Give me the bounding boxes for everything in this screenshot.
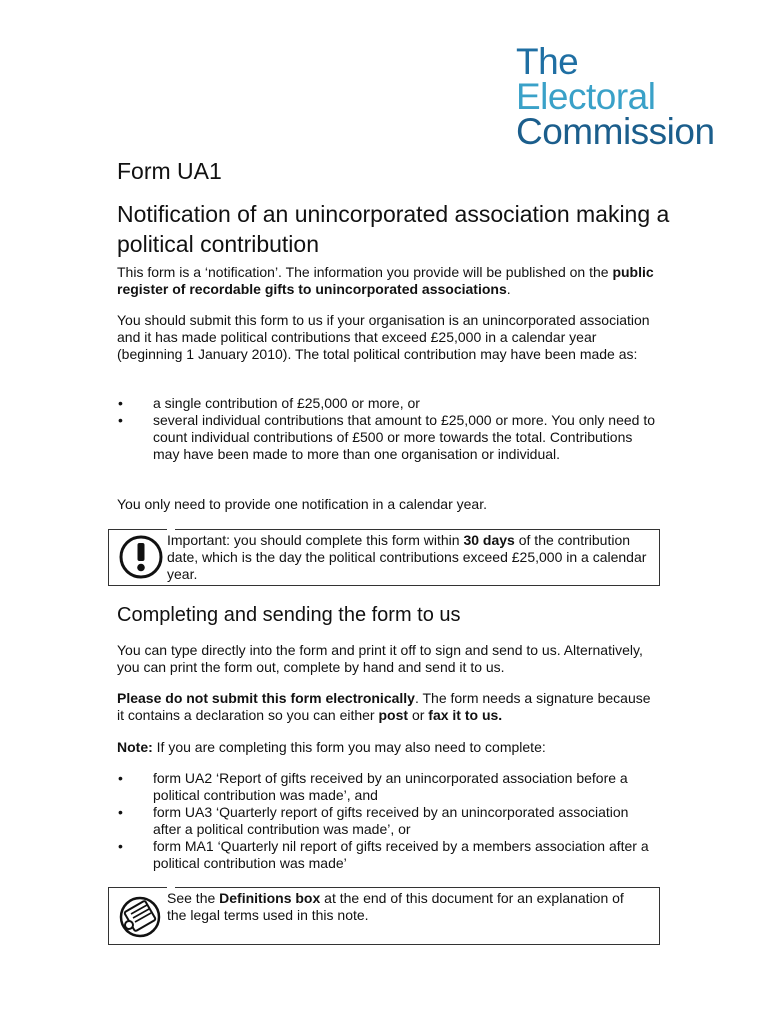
section-title: Completing and sending the form to us: [117, 604, 461, 626]
contribution-list: [117, 395, 657, 463]
list-item-text: several individual contributions that amount to £25,000 or more. You only need to count individual contributions of £500 or more towards the total. Contributions may have been made to more than one organisation or individual.: [153, 412, 655, 462]
definitions-box-text: Definitions box: [219, 890, 321, 906]
scroll-icon: [109, 888, 165, 944]
list-item: [117, 804, 657, 838]
document-title: Notification of an unincorporated association making a political contribution: [117, 201, 670, 257]
or-text: or: [408, 707, 429, 723]
public-register-text: public register of recordable gifts to unincorporated associations: [117, 264, 654, 297]
note-paragraph: [117, 739, 657, 756]
electronic-paragraph: [117, 690, 657, 724]
bullet-glyph: •: [118, 395, 123, 411]
list-item-text: form MA1 ‘Quarterly nil report of gifts received by a members association after a political contribution was made’: [153, 838, 649, 871]
logo-line-the: The: [516, 41, 579, 82]
bullet-glyph: •: [118, 804, 123, 820]
fax-text: fax it to us.: [428, 707, 503, 723]
bullet-glyph: •: [118, 770, 123, 786]
definitions-callout: [108, 887, 660, 945]
list-item: [117, 412, 657, 463]
list-item: [117, 838, 657, 872]
signature-text: . The form needs a signature because it contains a declaration so you can either: [117, 690, 651, 723]
note-text: If you are completing this form you may also need to complete:: [152, 739, 546, 755]
note-label: Note:: [117, 739, 153, 755]
important-rest: of the contribution date, which is the day the political contributions exceed £25,000 in a calendar year.: [167, 532, 647, 582]
definitions-rest: at the end of this document for an explanation of the legal terms used in this note.: [167, 890, 624, 923]
form-title: Form UA1: [117, 158, 222, 184]
exclamation-icon: [109, 530, 165, 586]
definitions-text: [167, 890, 647, 924]
thirty-days-text: 30 days: [463, 532, 515, 548]
important-text: [167, 532, 647, 583]
type-paragraph: You can type directly into the form and print it off to sign and send to us. Alternatively, you can print the form out, complete by hand and send it to us.: [117, 642, 643, 675]
logo-line-electoral: Electoral: [516, 76, 656, 117]
important-callout: [108, 529, 660, 586]
see-the-text: See the: [167, 890, 220, 906]
intro-end: .: [506, 281, 511, 297]
list-item-text: a single contribution of £25,000 or more, or: [153, 395, 420, 411]
important-intro: Important: you should complete this form within: [167, 532, 464, 548]
list-item: [117, 770, 657, 804]
bullet-glyph: •: [118, 412, 123, 428]
submit-paragraph: You should submit this form to us if your organisation is an unincorporated association and it has made political contributions that exceed £25,000 in a calendar year (beginning 1 January 2010). The total political contribution may have been made as:: [117, 312, 650, 362]
list-item-text: form UA3 ‘Quarterly report of gifts received by an unincorporated association after a political contribution was made’, or: [153, 804, 629, 837]
bullet-glyph: •: [118, 838, 123, 854]
intro-paragraph: [117, 264, 657, 298]
electoral-commission-logo: [516, 41, 756, 152]
list-item: [117, 395, 657, 412]
forms-list: [117, 770, 657, 872]
do-not-submit-text: Please do not submit this form electronically: [117, 690, 415, 706]
logo-line-commission: Commission: [516, 111, 715, 152]
list-item-text: form UA2 ‘Report of gifts received by an unincorporated association before a political contribution was made’, and: [153, 770, 628, 803]
one-notification-paragraph: You only need to provide one notification in a calendar year.: [117, 496, 487, 512]
post-text: post: [378, 707, 409, 723]
intro-text: This form is a ‘notification’. The information you provide will be published on the: [117, 264, 613, 280]
